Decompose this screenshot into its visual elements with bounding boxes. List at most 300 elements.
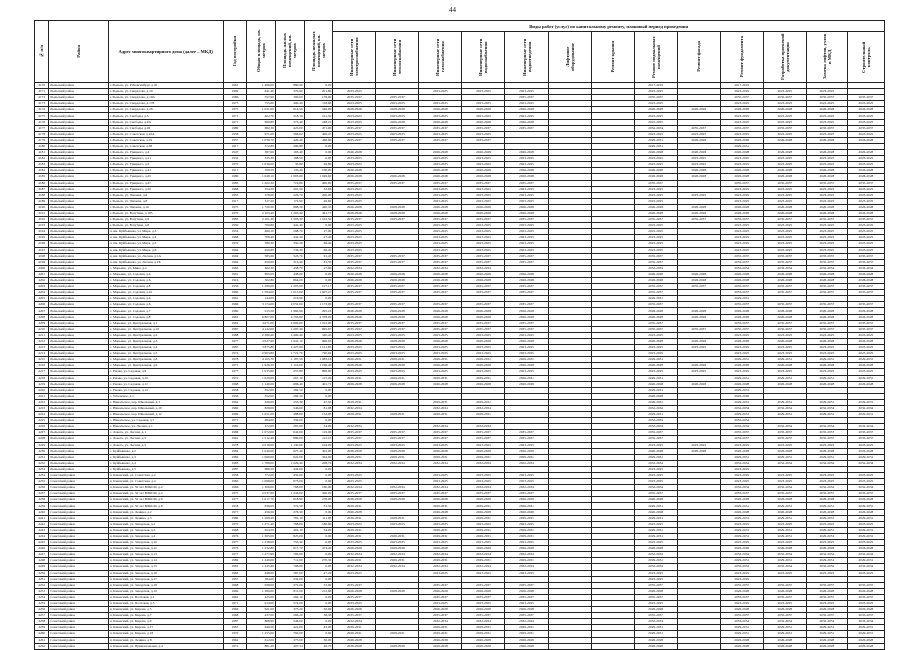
- table-cell: 2035-2037: [419, 491, 462, 497]
- table-cell: 32,60: [304, 186, 333, 192]
- table-cell: 2023-2025: [376, 345, 419, 351]
- table-cell: 420,35: [304, 204, 333, 210]
- table-cell: 359,00: [275, 418, 304, 424]
- table-cell: 971,00: [247, 131, 276, 137]
- table-cell: 2023-2025: [333, 192, 376, 198]
- table-cell: 2032-2034: [634, 619, 677, 625]
- table-cell: 4190: [35, 204, 49, 210]
- table-cell: 2026-2028: [720, 308, 763, 314]
- table-cell: Советский район: [49, 485, 108, 491]
- table-cell: 557,90: [247, 95, 276, 101]
- table-cell: 2029-2031: [333, 399, 376, 405]
- table-cell: 2023-2025: [847, 247, 884, 253]
- table-cell: 4218: [35, 375, 49, 381]
- table-cell: 0,00: [304, 156, 333, 162]
- table-cell: Рыльский район: [49, 271, 108, 277]
- table-cell: 2023-2025: [806, 540, 847, 546]
- table-cell: с. Локоть, ул. Лесная, д.1: [108, 430, 223, 436]
- table-cell: 2023-2025: [806, 101, 847, 107]
- table-cell: 2035-2037: [462, 302, 505, 308]
- table-cell: 2032-2034: [763, 552, 806, 558]
- table-cell: п. Кшенский, ул. Почтовая, д.1: [108, 594, 223, 600]
- table-cell: 302,00: [304, 448, 333, 454]
- table-cell: Советский район: [49, 558, 108, 564]
- table-cell: 2029-2031: [720, 625, 763, 631]
- table-cell: 2023-2025: [462, 479, 505, 485]
- table-cell: 2029-2031: [419, 558, 462, 564]
- table-cell: 2026-2028: [419, 168, 462, 174]
- table-cell: Рыльский район: [49, 332, 108, 338]
- table-cell: 468,60: [304, 137, 333, 143]
- table-cell: 2032-2034: [806, 552, 847, 558]
- table-cell: 2023-2025: [505, 521, 548, 527]
- table-cell: 2032-2034: [806, 424, 847, 430]
- table-cell: 880,00: [275, 436, 304, 442]
- table-cell: 4203: [35, 284, 49, 290]
- table-cell: 484,00: [247, 418, 276, 424]
- table-cell: 2023-2025: [806, 345, 847, 351]
- table-cell: 2026-2028: [462, 119, 505, 125]
- table-cell: 2023-2025: [720, 600, 763, 606]
- table-cell: 2035-2037: [847, 594, 884, 600]
- table-cell: 2023-2025: [634, 241, 677, 247]
- table-cell: 2032-2034: [462, 485, 505, 491]
- table-cell: 2023-2025: [419, 600, 462, 606]
- table-cell: 2029-2031: [462, 503, 505, 509]
- table-cell: 2026-2028: [847, 271, 884, 277]
- table-cell: 2026-2028: [505, 314, 548, 320]
- table-cell: 2032-2034: [634, 405, 677, 411]
- table-cell: 2029-2031: [462, 558, 505, 564]
- table-cell: 2032-2034: [763, 424, 806, 430]
- table-cell: 2029-2031: [720, 558, 763, 564]
- table-cell: 2029-2031: [634, 631, 677, 637]
- table-cell: с. Марьино, ул. Центральная, д.8: [108, 357, 223, 363]
- table-cell: 2026-2028: [376, 497, 419, 503]
- table-cell: 2026-2028: [376, 174, 419, 180]
- header-year: Год постройки: [223, 21, 247, 83]
- table-cell: 2035-2037: [806, 217, 847, 223]
- table-cell: 2023-2025: [333, 247, 376, 253]
- table-cell: 2023-2025: [806, 479, 847, 485]
- table-cell: 2023-2025: [634, 473, 677, 479]
- table-cell: 760,00: [275, 552, 304, 558]
- table-cell: 81,50: [304, 259, 333, 265]
- table-cell: 2023-2025: [462, 442, 505, 448]
- table-cell: 4226: [35, 424, 49, 430]
- table-cell: 1983: [223, 180, 247, 186]
- table-cell: Советский район: [49, 546, 108, 552]
- table-cell: 2023-2025: [419, 473, 462, 479]
- table-cell: п. им. Куйбышева, ул. Мира, д.6: [108, 247, 223, 253]
- table-cell: 1974: [223, 351, 247, 357]
- table-cell: 2026-2028: [634, 308, 677, 314]
- table-cell: 2023-2025: [462, 89, 505, 95]
- table-cell: 708,40: [247, 235, 276, 241]
- table-cell: 2032-2034: [634, 418, 677, 424]
- table-cell: Рыльский район: [49, 357, 108, 363]
- table-cell: 650,60: [247, 259, 276, 265]
- table-cell: 1987: [223, 345, 247, 351]
- table-cell: 2035-2037: [720, 582, 763, 588]
- table-cell: 2026-2028: [634, 546, 677, 552]
- table-cell: 2026-2028: [720, 363, 763, 369]
- table-cell: 2029-2031: [634, 558, 677, 564]
- table-cell: 300,00: [304, 491, 333, 497]
- table-cell: 2023-2025: [847, 186, 884, 192]
- table-cell: 2026-2028: [419, 643, 462, 649]
- table-cell: 1 029,40: [275, 460, 304, 466]
- table-cell: Рыльский район: [49, 314, 108, 320]
- table-cell: 2029-2031: [462, 399, 505, 405]
- table-cell: 2023-2025: [720, 229, 763, 235]
- table-cell: 2023-2025: [847, 473, 884, 479]
- table-cell: 2035-2037: [763, 290, 806, 296]
- table-cell: 2026-2028: [333, 271, 376, 277]
- table-cell: 2023-2025: [763, 369, 806, 375]
- table-cell: 1987: [223, 466, 247, 472]
- table-cell: 2026-2028: [333, 643, 376, 649]
- table-cell: 4208: [35, 314, 49, 320]
- table-cell: 1932: [223, 156, 247, 162]
- table-cell: 2023-2025: [847, 101, 884, 107]
- table-cell: п. Кшенский, ул. Ленина, д.8: [108, 637, 223, 643]
- table-cell: Рыльский район: [49, 326, 108, 332]
- table-cell: 178,90: [304, 95, 333, 101]
- table-cell: 2029-2031: [806, 503, 847, 509]
- table-cell: Советский район: [49, 509, 108, 515]
- table-cell: 2023-2025: [806, 521, 847, 527]
- table-cell: с. Марьино, ул. Садовая, д.8: [108, 314, 223, 320]
- table-cell: г. Рыльск, ул. Советская, д.16А: [108, 131, 223, 137]
- table-cell: 2035-2037: [847, 284, 884, 290]
- table-cell: п. Кшенский, ул. Почтовая, д.3: [108, 600, 223, 606]
- table-cell: 2026-2028: [419, 607, 462, 613]
- table-cell: 2023-2025: [806, 600, 847, 606]
- table-cell: 2026-2028: [763, 137, 806, 143]
- table-cell: 4182: [35, 156, 49, 162]
- table-cell: 2035-2037: [376, 491, 419, 497]
- table-cell: 2023-2025: [720, 479, 763, 485]
- table-cell: 458,70: [275, 265, 304, 271]
- table-cell: 2023-2025: [720, 101, 763, 107]
- table-cell: 546,60: [275, 405, 304, 411]
- table-cell: п. Кшенский, ул. Кирова, д.17: [108, 625, 223, 631]
- table-cell: 2029-2031: [505, 533, 548, 539]
- table-cell: 2035-2037: [462, 125, 505, 131]
- table-cell: Рыльский район: [49, 210, 108, 216]
- table-cell: 2026-2028: [419, 150, 462, 156]
- table-cell: 2029-2031: [806, 533, 847, 539]
- table-cell: 2032-2034: [720, 564, 763, 570]
- table-cell: 2035-2037: [376, 217, 419, 223]
- table-cell: Рыльский район: [49, 241, 108, 247]
- table-cell: 2035-2037: [763, 217, 806, 223]
- header-work-design: Разработка проектной документации: [763, 32, 806, 83]
- table-cell: 4261: [35, 637, 49, 643]
- table-cell: 2023-2025: [847, 229, 884, 235]
- table-cell: 1 245,40: [247, 564, 276, 570]
- table-cell: 1976: [223, 546, 247, 552]
- table-cell: 91,45: [304, 253, 333, 259]
- table-cell: 1978: [223, 503, 247, 509]
- table-cell: 2026-2028: [806, 150, 847, 156]
- table-cell: 2026-2028: [806, 204, 847, 210]
- table-cell: 2023-2025: [847, 223, 884, 229]
- table-cell: 1962: [223, 594, 247, 600]
- table-cell: с. Куйбышево, д.2: [108, 448, 223, 454]
- table-cell: 201,80: [304, 89, 333, 95]
- table-cell: 1967: [223, 625, 247, 631]
- table-cell: 641,40: [247, 89, 276, 95]
- table-cell: Советский район: [49, 533, 108, 539]
- table-cell: 2029-2031: [634, 399, 677, 405]
- table-cell: п. им. Куйбышева, ул. Мира, д.3: [108, 229, 223, 235]
- table-cell: 1 049,60: [304, 174, 333, 180]
- table-cell: Рыльский район: [49, 363, 108, 369]
- table-cell: 2023-2025: [806, 119, 847, 125]
- table-cell: 2023-2025: [505, 473, 548, 479]
- table-cell: 2023-2025: [462, 101, 505, 107]
- table-cell: 1 110,00: [275, 363, 304, 369]
- table-cell: с. Локоть, ул. Лесная, д.3: [108, 436, 223, 442]
- table-cell: 2035-2037: [462, 436, 505, 442]
- table-cell: 2023-2025: [847, 540, 884, 546]
- table-cell: 119,00: [304, 430, 333, 436]
- table-cell: 2035-2037: [333, 582, 376, 588]
- table-cell: 1971: [223, 119, 247, 125]
- table-cell: 2035-2037: [419, 137, 462, 143]
- table-cell: 1 017,70: [247, 497, 276, 503]
- table-cell: 2029-2031: [720, 296, 763, 302]
- table-cell: Советский район: [49, 643, 108, 649]
- table-cell: 2026-2028: [763, 588, 806, 594]
- table-cell: 4178: [35, 131, 49, 137]
- table-cell: 270,00: [304, 497, 333, 503]
- table-cell: 2023-2025: [462, 131, 505, 137]
- table-cell: 2026-2028: [505, 174, 548, 180]
- table-cell: 2029-2031: [634, 527, 677, 533]
- table-cell: 585,60: [247, 253, 276, 259]
- table-cell: 4249: [35, 564, 49, 570]
- table-cell: 4251: [35, 576, 49, 582]
- table-cell: 0,00: [304, 83, 333, 89]
- table-cell: 2023-2025: [505, 192, 548, 198]
- table-cell: 0,00: [304, 533, 333, 539]
- table-cell: Рыльский район: [49, 351, 108, 357]
- table-cell: 2029-2031: [763, 454, 806, 460]
- table-cell: 2026-2028: [847, 278, 884, 284]
- table-cell: 1962: [223, 399, 247, 405]
- table-cell: г. Рыльск, ул. Свердлова, д.26: [108, 107, 223, 113]
- table-cell: 1 130,00: [275, 442, 304, 448]
- table-cell: 4207: [35, 308, 49, 314]
- table-cell: 425,00: [275, 125, 304, 131]
- table-cell: 2026-2028: [419, 271, 462, 277]
- table-cell: 2026-2028: [376, 278, 419, 284]
- table-cell: 3 875,80: [247, 345, 276, 351]
- table-cell: 315,40: [275, 259, 304, 265]
- table-cell: 2029-2031: [720, 399, 763, 405]
- table-cell: 2035-2037: [419, 253, 462, 259]
- table-cell: 2023-2025: [419, 162, 462, 168]
- table-cell: 2026-2028: [333, 107, 376, 113]
- table-cell: 2026-2028: [634, 338, 677, 344]
- table-cell: 2023-2025: [634, 540, 677, 546]
- table-cell: Советский район: [49, 552, 108, 558]
- table-cell: 2032-2034: [847, 424, 884, 430]
- table-cell: 1 140,00: [247, 381, 276, 387]
- table-cell: 402,70: [247, 113, 276, 119]
- table-cell: 2026-2028: [634, 643, 677, 649]
- table-cell: 2026-2028: [462, 174, 505, 180]
- table-cell: 2026-2028: [677, 308, 720, 314]
- table-cell: 2035-2037: [847, 582, 884, 588]
- table-cell: 2023-2025: [333, 521, 376, 527]
- table-cell: 295,23: [304, 308, 333, 314]
- table-cell: 1971: [223, 418, 247, 424]
- table-cell: 2035-2037: [720, 326, 763, 332]
- table-cell: 2023-2025: [720, 247, 763, 253]
- table-cell: 2029-2031: [847, 625, 884, 631]
- table-cell: 0,00: [304, 473, 333, 479]
- table-cell: 2026-2028: [462, 381, 505, 387]
- table-cell: [677, 643, 720, 649]
- table-cell: 649,50: [247, 625, 276, 631]
- table-cell: 2035-2037: [419, 284, 462, 290]
- table-cell: 4246: [35, 546, 49, 552]
- table-cell: 2026-2028: [376, 210, 419, 216]
- table-cell: 2023-2025: [847, 479, 884, 485]
- table-cell: 488,00: [275, 412, 304, 418]
- table-cell: 2032-2034: [806, 619, 847, 625]
- table-cell: 2026-2028: [333, 174, 376, 180]
- table-cell: 352,00: [247, 387, 276, 393]
- table-cell: Советский район: [49, 582, 108, 588]
- table-cell: 2035-2037: [419, 320, 462, 326]
- table-cell: 2023-2025: [333, 540, 376, 546]
- table-cell: 2029-2031: [763, 515, 806, 521]
- table-cell: с. Марьино, ул. Садовая, д.7: [108, 308, 223, 314]
- table-cell: 2035-2037: [419, 259, 462, 265]
- table-cell: 2023-2025: [419, 241, 462, 247]
- table-cell: 2035-2037: [505, 217, 548, 223]
- table-cell: с. Марьино, ул. Центральная, д.4: [108, 345, 223, 351]
- table-cell: 2026-2028: [462, 308, 505, 314]
- table-cell: 2032-2034: [419, 564, 462, 570]
- table-cell: 2026-2028: [763, 271, 806, 277]
- table-cell: 772,00: [247, 473, 276, 479]
- table-cell: 2032-2034: [806, 405, 847, 411]
- table-cell: Рыльский район: [49, 143, 108, 149]
- table-cell: 2023-2025: [806, 186, 847, 192]
- table-cell: 4220: [35, 387, 49, 393]
- table-cell: 2035-2037: [333, 430, 376, 436]
- table-cell: 1 190,40: [304, 363, 333, 369]
- table-cell: Рыльский район: [49, 156, 108, 162]
- table-cell: 2023-2025: [677, 192, 720, 198]
- table-cell: 218,10: [275, 113, 304, 119]
- table-cell: 270,30: [304, 558, 333, 564]
- table-cell: 2032-2034: [634, 552, 677, 558]
- table-cell: 2026-2028: [419, 119, 462, 125]
- table-cell: 1978: [223, 442, 247, 448]
- table-cell: Советский район: [49, 491, 108, 497]
- table-cell: 2032-2034: [720, 619, 763, 625]
- table-cell: 4187: [35, 186, 49, 192]
- table-cell: 0,00: [304, 509, 333, 515]
- table-cell: 2029-2031: [806, 625, 847, 631]
- table-cell: 112,10: [304, 436, 333, 442]
- table-cell: 1981: [223, 314, 247, 320]
- table-cell: 2032-2034: [720, 552, 763, 558]
- table-cell: 4180: [35, 143, 49, 149]
- table-cell: 2023-2025: [806, 235, 847, 241]
- table-cell: 4175: [35, 113, 49, 119]
- table-cell: Рыльский район: [49, 424, 108, 430]
- table-cell: 2029-2031: [462, 533, 505, 539]
- table-cell: с. Куйбышево, д.4: [108, 460, 223, 466]
- table-cell: 2026-2028: [763, 107, 806, 113]
- table-cell: 4172: [35, 95, 49, 101]
- table-cell: 2026-2028: [419, 546, 462, 552]
- header-district: Район: [49, 21, 108, 83]
- table-cell: г. Рыльск, ул. Ватутина, д.8: [108, 223, 223, 229]
- table-cell: 2026-2028: [462, 150, 505, 156]
- table-cell: 2035-2037: [763, 95, 806, 101]
- table-cell: 2026-2028: [720, 168, 763, 174]
- table-cell: Рыльский район: [49, 412, 108, 418]
- table-cell: 335,30: [247, 156, 276, 162]
- table-cell: 2035-2037: [462, 137, 505, 143]
- table-cell: 2026-2028: [376, 308, 419, 314]
- table-cell: 2023-2025: [720, 442, 763, 448]
- table-cell: п. Кшенский, ул. Советская, д.4: [108, 479, 223, 485]
- table-cell: 4248: [35, 558, 49, 564]
- table-cell: 2023-2025: [634, 332, 677, 338]
- table-cell: 2023-2025: [419, 332, 462, 338]
- table-cell: 2026-2028: [806, 271, 847, 277]
- table-cell: 2029-2031: [634, 296, 677, 302]
- table-cell: 2032-2034: [720, 265, 763, 271]
- table-cell: 2026-2028: [505, 448, 548, 454]
- table-cell: Рыльский район: [49, 186, 108, 192]
- table-cell: 2035-2037: [847, 253, 884, 259]
- table-cell: 2023-2025: [505, 198, 548, 204]
- table-cell: 2032-2034: [462, 552, 505, 558]
- table-cell: 2026-2028: [720, 637, 763, 643]
- table-cell: 2035-2037: [806, 259, 847, 265]
- table-cell: 2026-2028: [720, 271, 763, 277]
- table-cell: 719,80: [275, 180, 304, 186]
- table-cell: 402,10: [275, 527, 304, 533]
- table-cell: 2026-2028: [462, 210, 505, 216]
- table-cell: 2023-2025: [333, 570, 376, 576]
- table-cell: п. Кшенский, ул. Заводская, д.19: [108, 588, 223, 594]
- table-cell: п. Кшенский, ул. Заводская, д.3: [108, 527, 223, 533]
- table-cell: Рыльский район: [49, 223, 108, 229]
- table-cell: 2035-2037: [847, 613, 884, 619]
- table-cell: 2023-2025: [505, 101, 548, 107]
- table-cell: 2026-2028: [806, 278, 847, 284]
- table-cell: 2035-2037: [763, 259, 806, 265]
- table-cell: 700,80: [247, 223, 276, 229]
- table-cell: 2023-2025: [634, 131, 677, 137]
- table-cell: 2026-2028: [847, 107, 884, 113]
- table-cell: 2035-2037: [505, 430, 548, 436]
- table-cell: 2032-2034: [462, 564, 505, 570]
- table-cell: 2023-2025: [720, 345, 763, 351]
